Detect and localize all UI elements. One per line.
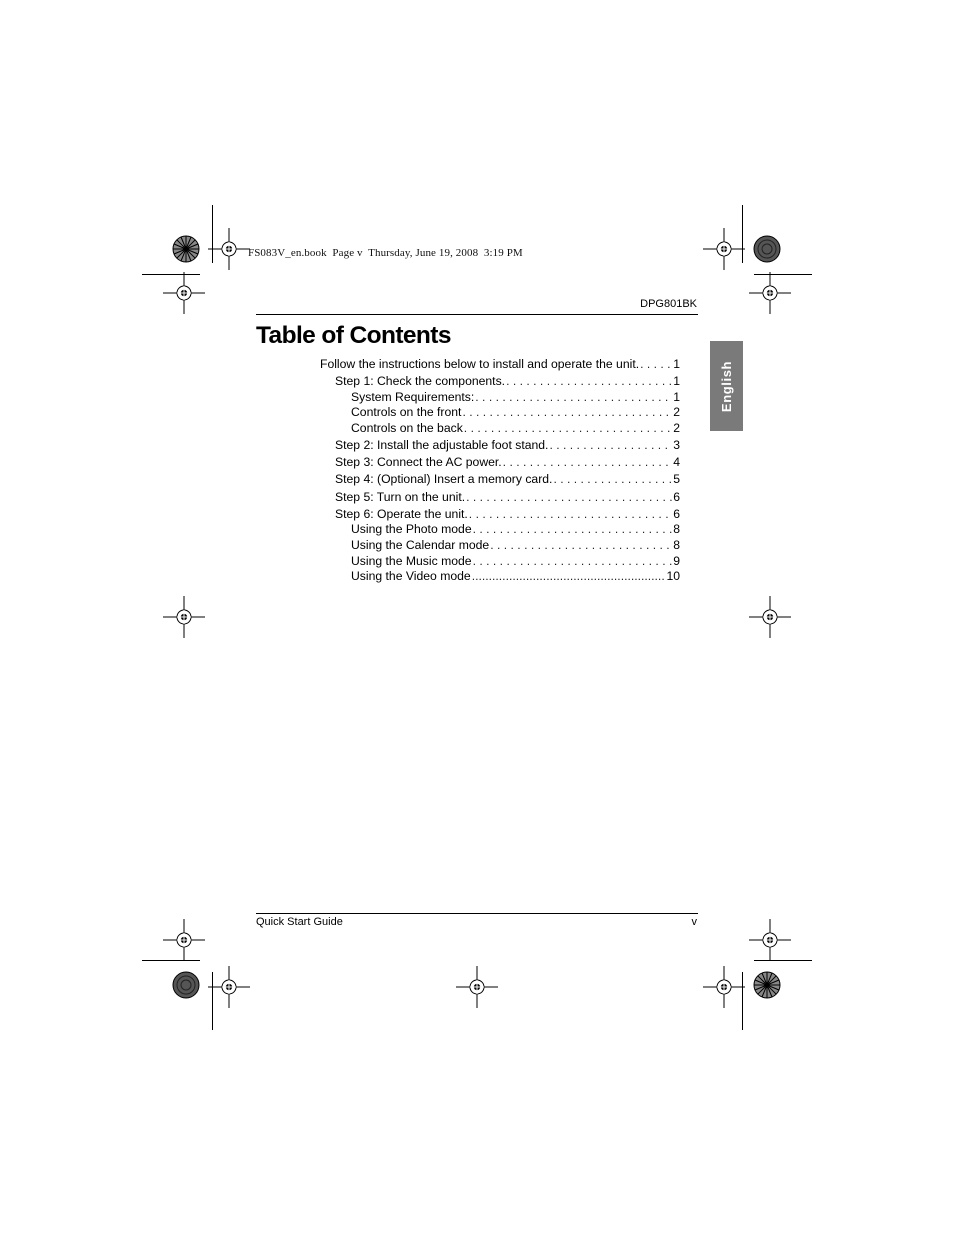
toc-leader — [490, 538, 672, 552]
toc-leader — [553, 472, 672, 486]
toc-entry-text: Using the Music mode — [351, 554, 472, 568]
toc-entry[interactable] — [335, 455, 680, 469]
toc-page-number: 8 — [673, 522, 680, 536]
toc-page-number: 6 — [673, 490, 680, 504]
toc-entry[interactable] — [351, 522, 680, 536]
toc-entry-text: Step 6: Operate the unit. — [335, 507, 468, 521]
footer-rule — [256, 913, 698, 914]
toc-leader — [640, 357, 672, 371]
toc-leader — [473, 522, 673, 536]
toc-entry[interactable] — [351, 538, 680, 552]
toc-page-number: 1 — [673, 374, 680, 388]
toc-page-number: 1 — [673, 390, 680, 404]
toc-page-number: 2 — [673, 405, 680, 419]
toc-leader — [503, 455, 673, 469]
toc-entry-text: Step 4: (Optional) Insert a memory card. — [335, 472, 553, 486]
toc-entry-text: Using the Photo mode — [351, 522, 472, 536]
toc-page-number: 6 — [673, 507, 680, 521]
toc-entry-text: Step 2: Install the adjustable foot stand. — [335, 438, 549, 452]
toc-entry[interactable] — [351, 390, 680, 404]
toc-page-number: 2 — [673, 421, 680, 435]
page-title: Table of Contents — [256, 322, 451, 349]
toc-entry-text: Follow the instructions below to install and operate the unit. — [320, 357, 640, 371]
toc-leader — [473, 554, 673, 568]
toc-leader — [464, 421, 672, 435]
toc-leader — [472, 569, 666, 583]
toc-entry[interactable] — [335, 507, 680, 521]
model-number: DPG801BK — [640, 298, 697, 310]
toc-entry-text: Using the Calendar mode — [351, 538, 490, 552]
toc-page-number: 8 — [673, 538, 680, 552]
footer-guide-title: Quick Start Guide — [256, 916, 343, 928]
toc-leader — [466, 490, 672, 504]
toc-entry-text: Step 3: Connect the AC power. — [335, 455, 502, 469]
toc-entry[interactable] — [351, 554, 680, 568]
toc-page-number: 9 — [673, 554, 680, 568]
toc-entry[interactable] — [335, 374, 680, 388]
toc-page-number: 1 — [673, 357, 680, 371]
language-tab-label: English — [719, 360, 734, 412]
toc-entry-text: System Requirements: — [351, 390, 475, 404]
toc-page-number: 4 — [673, 455, 680, 469]
toc-entry[interactable] — [351, 569, 680, 583]
toc-leader — [462, 405, 672, 419]
toc-leader — [506, 374, 672, 388]
toc-entry-text: Step 1: Check the components. — [335, 374, 506, 388]
toc-entry[interactable] — [335, 438, 680, 452]
toc-entry[interactable] — [351, 421, 680, 435]
toc-leader — [549, 438, 672, 452]
toc-entry[interactable] — [335, 472, 680, 486]
footer-page-number: v — [691, 916, 697, 928]
header-rule — [256, 314, 698, 315]
toc-entry[interactable] — [320, 357, 680, 371]
language-tab — [710, 341, 743, 431]
toc-entry-text: Controls on the front — [351, 405, 462, 419]
toc-page-number: 5 — [673, 472, 680, 486]
toc-page-number: 10 — [666, 569, 680, 583]
toc-entry[interactable] — [351, 405, 680, 419]
toc-entry-text: Step 5: Turn on the unit. — [335, 490, 466, 504]
toc-entry-text: Controls on the back — [351, 421, 463, 435]
toc-page-number: 3 — [673, 438, 680, 452]
toc-entry-text: Using the Video mode — [351, 569, 471, 583]
toc-entry[interactable] — [335, 490, 680, 504]
slug-line: FS083V_en.book Page v Thursday, June 19, 2008 3:19 PM — [248, 247, 523, 259]
toc-leader — [475, 390, 672, 404]
toc-leader — [469, 507, 672, 521]
